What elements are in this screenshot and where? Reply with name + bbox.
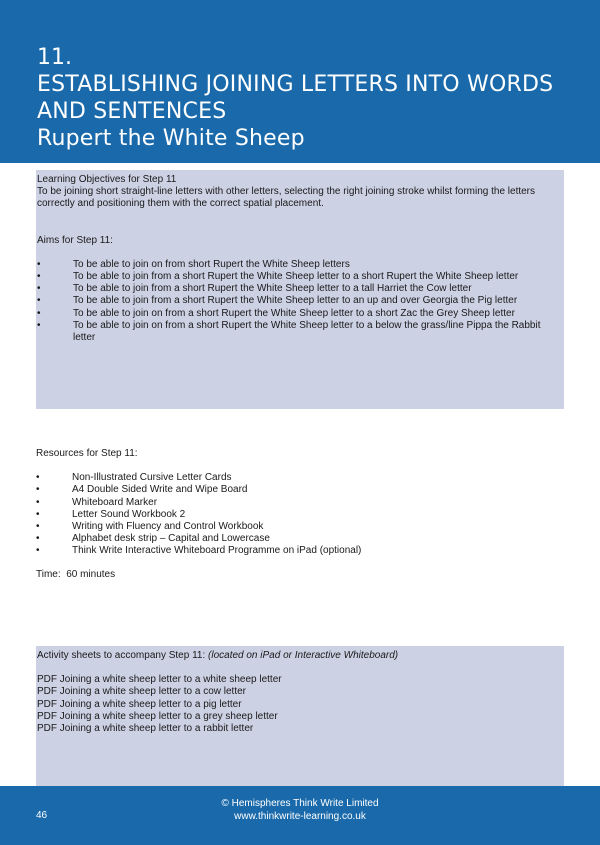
bullet: • — [36, 533, 40, 545]
bullet: • — [36, 545, 40, 557]
bullet: • — [36, 484, 40, 496]
bullet: • — [37, 319, 41, 331]
resources-section — [36, 448, 564, 558]
bullet: • — [36, 472, 40, 484]
page-subtitle: Rupert the White Sheep — [37, 126, 305, 151]
list-item: • Letter Sound Workbook 2 — [36, 508, 186, 520]
bullet: • — [36, 521, 40, 533]
list-item: PDF Joining a white sheep letter to a rabbit letter — [37, 723, 254, 735]
activity-heading: Activity sheets to accompany Step 11: — [37, 650, 206, 661]
resources-list — [36, 472, 564, 557]
bullet: • — [37, 295, 41, 307]
activity-list — [37, 674, 560, 735]
copyright-text: © Hemispheres Think Write Limited — [221, 798, 379, 809]
bullet: • — [36, 496, 40, 508]
aims-list — [37, 259, 560, 344]
list-item: • Alphabet desk strip – Capital and Lowercase — [36, 533, 270, 545]
list-item: PDF Joining a white sheep letter to a grey sheep letter — [37, 710, 278, 722]
step-number: 11. — [37, 45, 72, 70]
list-item: • Writing with Fluency and Control Workbook — [36, 521, 264, 533]
objectives-text: To be joining short straight-line letters with other letters, selecting the right joining stroke whilst forming the letters correctly and positioning them with the correct spatial placement. — [37, 186, 536, 210]
activity-heading-line — [37, 650, 560, 662]
bullet: • — [37, 283, 41, 295]
resources-heading: Resources for Step 11: — [36, 448, 138, 459]
activity-panel — [36, 646, 564, 788]
time-label: Time: — [36, 569, 61, 580]
page-number: 46 — [36, 810, 48, 821]
list-item: • To be able to join on from a short Rupert the White Sheep letter to a short Zac the Grey Sheep letter — [37, 307, 515, 319]
website-link[interactable]: www.thinkwrite-learning.co.uk — [234, 810, 366, 822]
objectives-heading: Learning Objectives for Step 11 — [37, 174, 177, 185]
list-item: PDF Joining a white sheep letter to a cow letter — [37, 686, 246, 698]
list-item: • A4 Double Sided Write and Wipe Board — [36, 484, 248, 496]
time-value: 60 minutes — [66, 569, 116, 580]
page-header — [0, 0, 600, 163]
list-item: • To be able to join from a short Rupert the White Sheep letter to a short Rupert the White Sheep letter — [37, 271, 519, 283]
list-item: • Non-Illustrated Cursive Letter Cards — [36, 472, 232, 484]
list-item: • To be able to join on from a short Rupert the White Sheep letter to a below the grass/line Pippa the Rabbit letter — [37, 319, 541, 344]
aims-heading: Aims for Step 11: — [37, 234, 113, 246]
bullet: • — [36, 508, 40, 520]
bullet: • — [37, 258, 41, 270]
page-title-line-1: ESTABLISHING JOINING LETTERS INTO WORDS — [37, 72, 554, 97]
page-footer — [0, 786, 600, 845]
list-item: • To be able to join from a short Rupert the White Sheep letter to an up and over Georgia the Pig letter — [37, 295, 518, 307]
list-item: • To be able to join from a short Rupert the White Sheep letter to a tall Harriet the Cow letter — [37, 283, 472, 295]
bullet: • — [37, 307, 41, 319]
list-item: • Whiteboard Marker — [36, 496, 158, 508]
list-item: PDF Joining a white sheep letter to a white sheep letter — [37, 674, 282, 686]
list-item: • To be able to join on from short Rupert the White Sheep letters — [37, 258, 350, 270]
page-title-line-2: AND SENTENCES — [37, 99, 227, 124]
list-item: • Think Write Interactive Whiteboard Programme on iPad (optional) — [36, 545, 362, 557]
footer-credits — [0, 798, 600, 823]
activity-note: (located on iPad or Interactive Whiteboard) — [208, 650, 399, 661]
objectives-aims-panel — [36, 170, 564, 409]
bullet: • — [37, 271, 41, 283]
list-item: PDF Joining a white sheep letter to a pig letter — [37, 698, 242, 710]
time-line — [36, 569, 564, 581]
